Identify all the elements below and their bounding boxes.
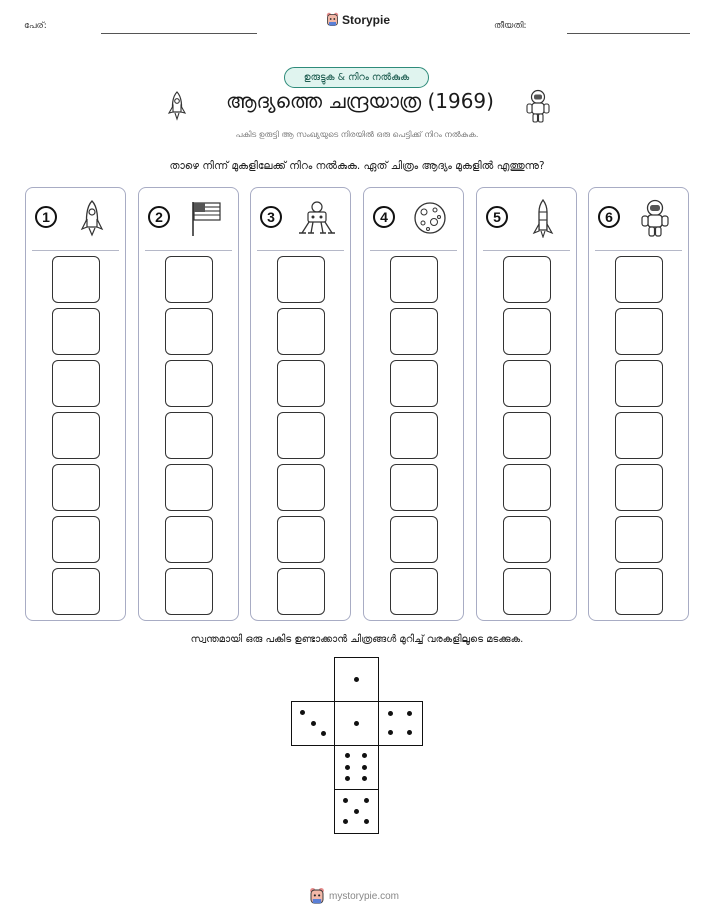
dice-pip [354, 809, 359, 814]
column-1 [25, 187, 126, 621]
color-box[interactable] [615, 256, 663, 303]
dice-face-6 [334, 745, 379, 790]
color-box[interactable] [615, 568, 663, 615]
color-box[interactable] [277, 308, 325, 355]
dice-pip [388, 711, 393, 716]
name-line[interactable] [101, 33, 257, 34]
dice-pip [362, 776, 367, 781]
dice-pip [364, 819, 369, 824]
column-5 [476, 187, 577, 621]
column-4 [363, 187, 464, 621]
column-number: 6 [598, 206, 620, 228]
color-box[interactable] [503, 256, 551, 303]
dice-pip [345, 765, 350, 770]
column-number: 3 [260, 206, 282, 228]
date-label: തീയതി: [494, 21, 527, 31]
dice-pip [362, 753, 367, 758]
color-box[interactable] [615, 516, 663, 563]
color-box[interactable] [503, 464, 551, 511]
color-box[interactable] [503, 568, 551, 615]
color-box[interactable] [615, 464, 663, 511]
dice-pip [311, 721, 316, 726]
dice-pip [321, 731, 326, 736]
column-number: 1 [35, 206, 57, 228]
color-box[interactable] [615, 308, 663, 355]
dice-face-3 [291, 701, 336, 746]
footer [309, 887, 399, 905]
date-line[interactable] [567, 33, 690, 34]
flag-icon [185, 198, 225, 238]
color-box[interactable] [52, 360, 100, 407]
column-6 [588, 187, 689, 621]
color-box[interactable] [277, 360, 325, 407]
title-astronaut-icon [524, 89, 552, 123]
dice-pip [407, 730, 412, 735]
column-divider [595, 250, 682, 251]
column-3 [250, 187, 351, 621]
color-box[interactable] [52, 412, 100, 459]
color-box[interactable] [390, 516, 438, 563]
color-box[interactable] [615, 360, 663, 407]
color-box[interactable] [277, 256, 325, 303]
dice-pip [364, 798, 369, 803]
color-box[interactable] [52, 308, 100, 355]
dice-face-5 [334, 789, 379, 834]
dice-pip [300, 710, 305, 715]
color-box[interactable] [165, 568, 213, 615]
column-divider [257, 250, 344, 251]
dice-face-1 [334, 701, 379, 746]
dice-pip [345, 776, 350, 781]
rocket-icon [72, 198, 112, 238]
title-rocket-icon [166, 91, 188, 121]
color-box[interactable] [503, 360, 551, 407]
column-divider [32, 250, 119, 251]
color-box[interactable] [165, 256, 213, 303]
astronaut-icon [635, 198, 675, 238]
column-divider [483, 250, 570, 251]
dice-face-4 [378, 701, 423, 746]
brand-name: Storypie [342, 12, 391, 27]
color-box[interactable] [390, 308, 438, 355]
dice-pip [354, 721, 359, 726]
dice-pip [354, 677, 359, 682]
lunar-lander-icon [297, 198, 337, 238]
color-box[interactable] [165, 308, 213, 355]
color-box[interactable] [52, 516, 100, 563]
color-box[interactable] [615, 412, 663, 459]
bear-logo-icon [326, 12, 339, 27]
column-number: 5 [486, 206, 508, 228]
color-box[interactable] [165, 360, 213, 407]
color-box[interactable] [390, 464, 438, 511]
dice-pip [388, 730, 393, 735]
color-box[interactable] [277, 464, 325, 511]
color-box[interactable] [52, 464, 100, 511]
launch-rocket-icon [523, 198, 563, 238]
dice-pip [343, 798, 348, 803]
color-box[interactable] [277, 516, 325, 563]
color-box[interactable] [165, 516, 213, 563]
color-box[interactable] [52, 256, 100, 303]
page-title: ആദ്യത്തെ ചന്ദ്രയാത്ര (1969) [226, 89, 494, 113]
color-box[interactable] [165, 464, 213, 511]
color-box[interactable] [165, 412, 213, 459]
column-number: 4 [373, 206, 395, 228]
dice-pip [407, 711, 412, 716]
column-2 [138, 187, 239, 621]
name-label: പേര്: [24, 21, 47, 31]
column-divider [145, 250, 232, 251]
instruction-text: താഴെ നിന്ന് മുകളിലേക്ക് നിറം നൽകുക. ഏത് ചിത്രം ആദ്യം മുകളിൽ എത്തുന്നു? [169, 160, 545, 172]
dice-pip [362, 765, 367, 770]
color-box[interactable] [503, 516, 551, 563]
color-box[interactable] [390, 568, 438, 615]
color-box[interactable] [52, 568, 100, 615]
activity-badge: ഉരുട്ടുക & നിറം നൽകുക [284, 67, 429, 88]
color-box[interactable] [503, 308, 551, 355]
color-box[interactable] [277, 412, 325, 459]
footer-bear-icon [309, 887, 325, 905]
color-box[interactable] [390, 256, 438, 303]
dice-pip [343, 819, 348, 824]
moon-icon [410, 198, 450, 238]
column-divider [370, 250, 457, 251]
cube-instruction: സ്വന്തമായി ഒരു പകിട ഉണ്ടാക്കാൻ ചിത്രങ്ങൾ മുറിച്ച് വരകളിലൂടെ മടക്കുക. [190, 634, 524, 645]
color-box[interactable] [390, 360, 438, 407]
dice-face-1 [334, 657, 379, 702]
brand-logo [326, 12, 390, 27]
subtitle: പകിട ഉരുട്ടി ആ സംഖ്യയുടെ നിരയിൽ ഒരു പെട്ടിക്ക് നിറം നൽകുക. [235, 130, 479, 139]
color-box[interactable] [503, 412, 551, 459]
column-number: 2 [148, 206, 170, 228]
dice-pip [345, 753, 350, 758]
color-box[interactable] [390, 412, 438, 459]
footer-url[interactable]: mystorypie.com [329, 890, 400, 902]
color-box[interactable] [277, 568, 325, 615]
